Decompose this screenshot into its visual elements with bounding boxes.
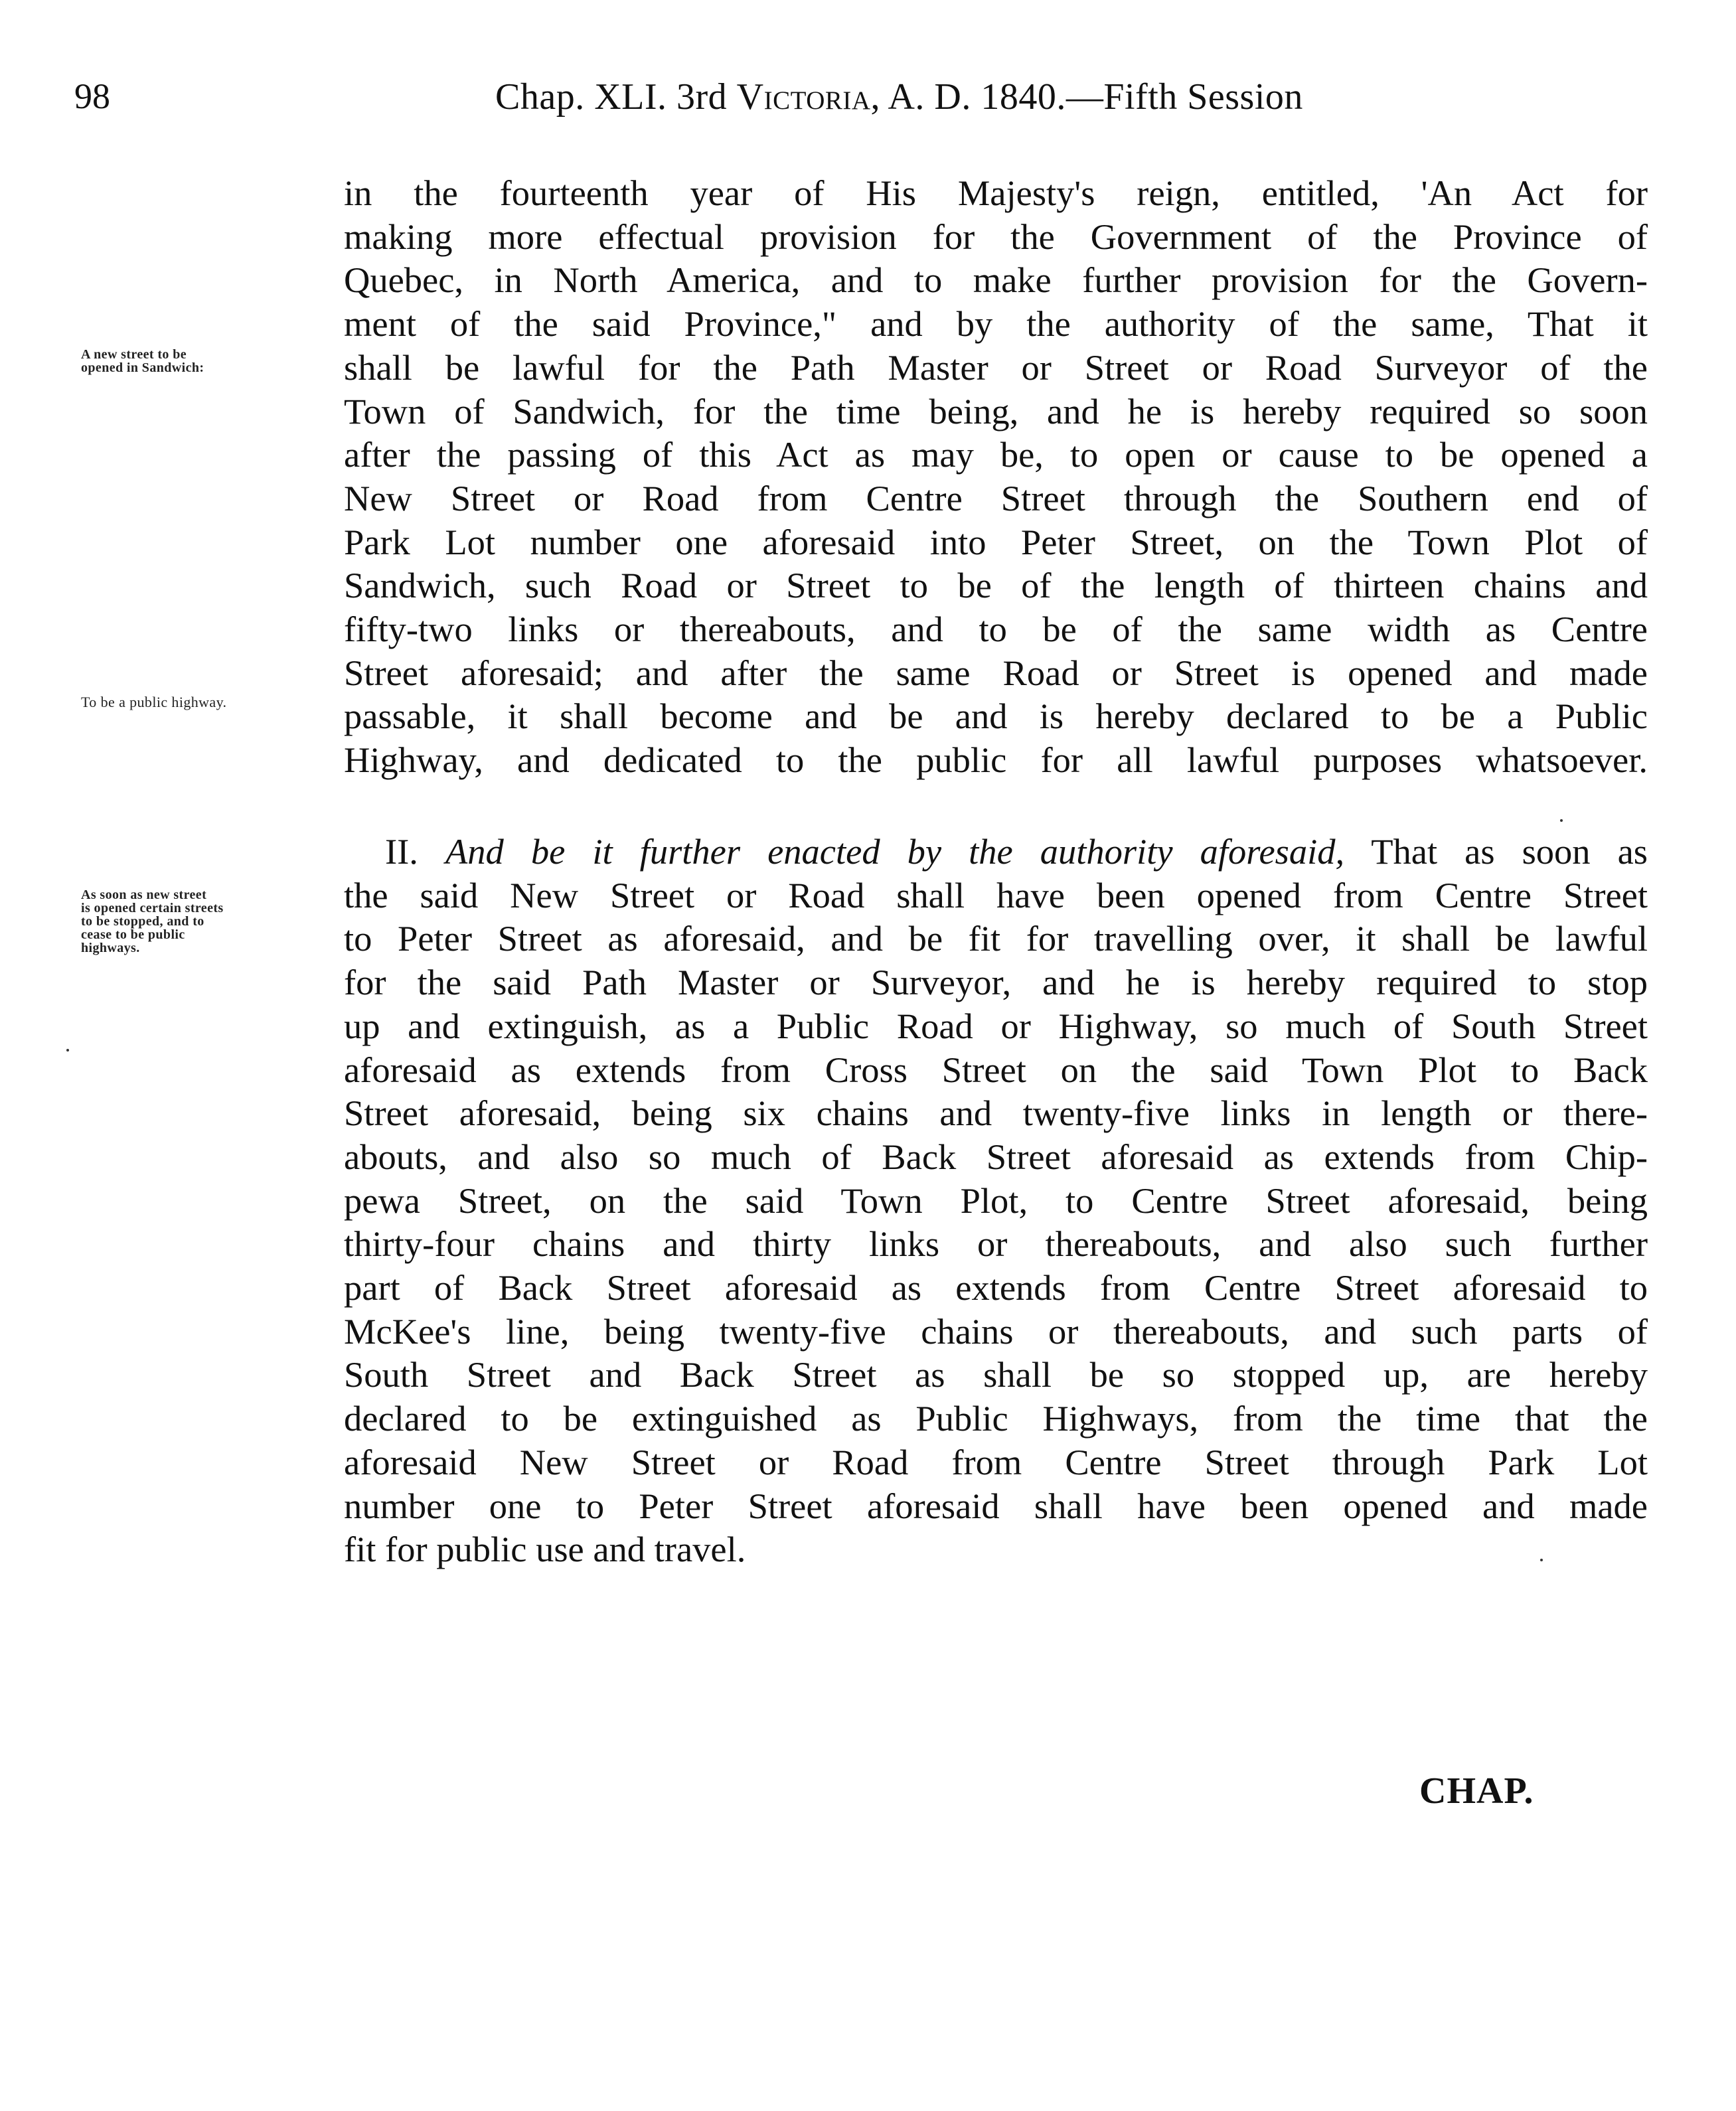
print-speck [1540, 1559, 1543, 1561]
text-line: number one to Peter Street aforesaid shall have been opened and made [344, 1485, 1648, 1526]
text-line: to Peter Street as aforesaid, and be fit for travelling over, it shall be lawful [344, 918, 1648, 959]
text-line: Town of Sandwich, for the time being, and he is hereby required so soon [344, 390, 1648, 431]
page-number: 98 [74, 76, 110, 116]
running-head-date-session: , A. D. 1840.—Fifth Session [870, 76, 1303, 117]
text-line: part of Back Street aforesaid as extends from Centre Street aforesaid to [344, 1267, 1648, 1308]
text-line: Street aforesaid, being six chains and twenty-five links in length or there- [344, 1093, 1648, 1134]
text-line: after the passing of this Act as may be, to open or cause to be opened a [344, 434, 1648, 475]
running-head-sovereign: Victoria [736, 76, 871, 117]
text-line: Street aforesaid; and after the same Road or Street is opened and made [344, 652, 1648, 693]
text-line: Park Lot number one aforesaid into Peter Street, on the Town Plot of [344, 521, 1648, 562]
print-speck [1560, 819, 1563, 822]
text-line: the said New Street or Road shall have been opened from Centre Street [344, 874, 1648, 915]
marginal-note-line: A new street to be [81, 347, 187, 362]
text-line: pewa Street, on the said Town Plot, to Centre Street aforesaid, being [344, 1180, 1648, 1221]
catchword: CHAP. [1419, 1770, 1534, 1812]
text-line: Quebec, in North America, and to make further provision for the Govern- [344, 260, 1648, 301]
text-line: aforesaid as extends from Cross Street on the said Town Plot to Back [344, 1049, 1648, 1090]
marginal-note-line: to be stopped, and to [81, 914, 204, 929]
marginal-note-line: highways. [81, 941, 140, 955]
text-line: South Street and Back Street as shall be so stopped up, are hereby [344, 1354, 1648, 1395]
text-line: making more effectual provision for the Government of the Province of [344, 216, 1648, 257]
text-line: passable, it shall become and be and is hereby declared to be a Public [344, 696, 1648, 737]
running-head-chapter: Chap. XLI. 3rd [495, 76, 728, 117]
text-line: fit for public use and travel. [344, 1529, 746, 1570]
marginal-note-new-street [81, 348, 204, 374]
text-line: fifty-two links or thereabouts, and to be of the same width as Centre [344, 609, 1648, 650]
text-line: McKee's line, being twenty-five chains or thereabouts, and such parts of [344, 1310, 1648, 1352]
text-line: New Street or Road from Centre Street through the Southern end of [344, 477, 1648, 518]
marginal-note-streets-stopped [81, 888, 224, 955]
text-line: aforesaid New Street or Road from Centre Street through Park Lot [344, 1441, 1648, 1482]
print-speck [66, 1049, 69, 1052]
text-line: abouts, and also so much of Back Street aforesaid as extends from Chip- [344, 1136, 1648, 1177]
text-line: shall be lawful for the Path Master or Street or Road Surveyor of the [344, 347, 1648, 388]
text-line: thirty-four chains and thirty links or thereabouts, and also such further [344, 1223, 1648, 1265]
running-head [495, 78, 1303, 116]
paragraph-continuation [344, 171, 1648, 782]
first-line-rest: That as soon as [1371, 831, 1648, 872]
text-line: in the fourteenth year of His Majesty's reign, entitled, 'An Act for [344, 173, 1648, 213]
marginal-note-public-highway [81, 696, 226, 709]
text-line: Sandwich, such Road or Street to be of the length of thirteen chains and [344, 565, 1648, 606]
text-line [344, 830, 1648, 874]
text-line: ment of the said Province," and by the authority of the same, That it [344, 303, 1648, 345]
marginal-note-line: To be a public highway. [81, 694, 227, 710]
enacting-clause: And be it further enacted by the authority aforesaid, [445, 831, 1345, 872]
text-line: Highway, and dedicated to the public for all lawful purposes whatsoever. [344, 740, 1648, 781]
text-line: declared to be extinguished as Public Highways, from the time that the [344, 1398, 1648, 1439]
marginal-note-line: As soon as new street [81, 888, 207, 902]
marginal-note-line: cease to be public [81, 927, 185, 942]
text-line: up and extinguish, as a Public Road or Highway, so much of South Street [344, 1005, 1648, 1046]
text-line: for the said Path Master or Surveyor, and he is hereby required to stop [344, 962, 1648, 1003]
marginal-note-line: is opened certain streets [81, 901, 224, 915]
section-number: II. [385, 831, 418, 872]
marginal-note-line: opened in Sandwich: [81, 360, 204, 375]
section-ii [344, 830, 1648, 1571]
